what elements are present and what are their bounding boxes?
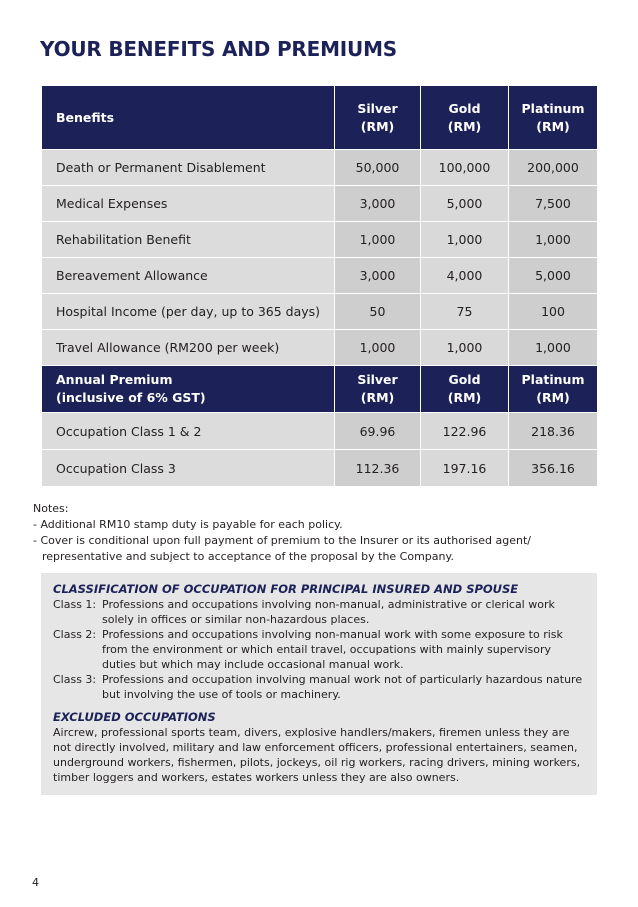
table-row (42, 413, 598, 450)
benefit-label: Rehabilitation Benefit (42, 222, 335, 258)
gold-value: 122.96 (421, 413, 509, 450)
benefit-label: Hospital Income (per day, up to 365 days) (42, 294, 335, 330)
classification-heading: CLASSIFICATION OF OCCUPATION FOR PRINCIPAL INSURED AND SPOUSE (53, 582, 519, 596)
platinum-value: 7,500 (509, 186, 598, 222)
platinum-value: 218.36 (509, 413, 598, 450)
class-item (53, 597, 585, 627)
silver-value: 50 (335, 294, 421, 330)
class-key: Class 1: (53, 598, 97, 611)
silver-value: 3,000 (335, 258, 421, 294)
class-text: Professions and occupations involving non-manual work with some exposure to risk from the environment or which entail travel, occupations with mainly supervisory duties but which may include occasional manual work. (102, 628, 563, 671)
platinum-value: 1,000 (509, 222, 598, 258)
benefit-label: Bereavement Allowance (42, 258, 335, 294)
gold-value: 100,000 (421, 150, 509, 186)
premium-header-row (42, 366, 598, 413)
page-number: 4 (32, 876, 39, 889)
silver-value: 69.96 (335, 413, 421, 450)
header-tier-silver: Silver (RM) (335, 366, 421, 413)
class-text: Professions and occupations involving non-manual, administrative or clerical work solely in offices or similar non-hazardous places. (102, 598, 555, 626)
premium-header-label: Annual Premium (inclusive of 6% GST) (42, 366, 335, 413)
premium-label: Occupation Class 3 (42, 450, 335, 487)
platinum-value: 200,000 (509, 150, 598, 186)
table-row (42, 294, 598, 330)
table-row (42, 186, 598, 222)
header-tier-gold: Gold (RM) (421, 366, 509, 413)
benefit-label: Travel Allowance (RM200 per week) (42, 330, 335, 366)
table-row (42, 150, 598, 186)
silver-value: 1,000 (335, 222, 421, 258)
platinum-value: 5,000 (509, 258, 598, 294)
silver-value: 50,000 (335, 150, 421, 186)
silver-value: 3,000 (335, 186, 421, 222)
table-row (42, 222, 598, 258)
gold-value: 5,000 (421, 186, 509, 222)
silver-value: 1,000 (335, 330, 421, 366)
header-tier-platinum: Platinum (RM) (509, 366, 598, 413)
notes (33, 501, 593, 565)
table-row (42, 330, 598, 366)
class-item (53, 627, 585, 672)
gold-value: 197.16 (421, 450, 509, 487)
benefit-label: Death or Permanent Disablement (42, 150, 335, 186)
gold-value: 1,000 (421, 330, 509, 366)
gold-value: 1,000 (421, 222, 509, 258)
gold-value: 4,000 (421, 258, 509, 294)
class-item (53, 672, 585, 702)
benefits-header-row (42, 86, 598, 150)
premium-label: Occupation Class 1 & 2 (42, 413, 335, 450)
gold-value: 75 (421, 294, 509, 330)
benefit-label: Medical Expenses (42, 186, 335, 222)
header-tier-silver: Silver (RM) (335, 86, 421, 150)
page-title: YOUR BENEFITS AND PREMIUMS (40, 37, 397, 61)
notes-heading: Notes: (33, 502, 69, 515)
benefits-header-label: Benefits (42, 86, 335, 150)
note-item: - Cover is conditional upon full payment of premium to the Insurer or its authorised agent/ representative and subject to acceptance of the proposal by the Company. (33, 534, 531, 563)
header-tier-platinum: Platinum (RM) (509, 86, 598, 150)
table-row (42, 450, 598, 487)
platinum-value: 100 (509, 294, 598, 330)
excluded-heading: EXCLUDED OCCUPATIONS (53, 710, 216, 724)
benefits-premiums-table (41, 85, 598, 487)
class-key: Class 2: (53, 628, 97, 641)
silver-value: 112.36 (335, 450, 421, 487)
platinum-value: 356.16 (509, 450, 598, 487)
class-text: Professions and occupation involving manual work not of particularly hazardous nature but involving the use of tools or machinery. (102, 673, 583, 701)
occupation-classification-box (41, 573, 597, 795)
header-tier-gold: Gold (RM) (421, 86, 509, 150)
platinum-value: 1,000 (509, 330, 598, 366)
excluded-text: Aircrew, professional sports team, divers, explosive handlers/makers, firemen unless they are not directly involved, military and law enforcement officers, professional entertainers, seamen, underground workers, fishermen, pilots, jockeys, oil rig workers, racing drivers, mining workers, timber loggers and workers, estates workers unless they are also owners. (53, 726, 581, 784)
table-row (42, 258, 598, 294)
note-item: - Additional RM10 stamp duty is payable for each policy. (33, 518, 343, 531)
class-key: Class 3: (53, 673, 97, 686)
